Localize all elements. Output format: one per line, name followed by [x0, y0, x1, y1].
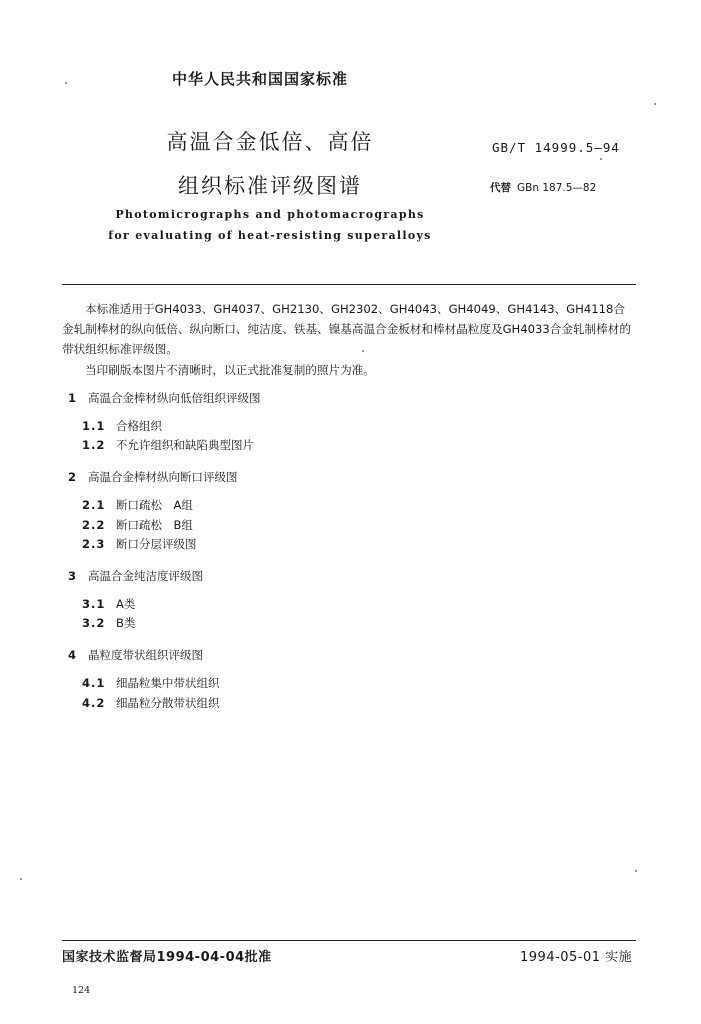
- section: [68, 566, 628, 633]
- section: [68, 388, 628, 455]
- note-paragraph: 当印刷版本图片不清晰时，以正式批准复制的照片为准。: [85, 363, 375, 377]
- scan-speck: [654, 103, 656, 105]
- section-title: 高温合金棒材纵向断口评级图: [88, 470, 238, 485]
- subsection-number: 2.2: [82, 517, 106, 532]
- replaces-note: [490, 180, 596, 195]
- section-title: 晶粒度带状组织评级图: [88, 648, 203, 663]
- subsection-number: 1.2: [82, 438, 106, 453]
- national-standard-header: 中华人民共和国国家标准: [171, 70, 348, 88]
- scan-speck: [20, 878, 22, 880]
- title-line-1: 高温合金低倍、高倍: [166, 130, 374, 154]
- subsection-title: 不允许组织和缺陷典型图片: [116, 438, 254, 453]
- subsection-title: 断口疏松 A组: [116, 497, 193, 512]
- subsection-number: 3.2: [82, 616, 106, 631]
- section: [68, 467, 628, 554]
- scan-speck: [600, 158, 602, 160]
- approval-date: 国家技术监督局1994-04-04批准: [62, 950, 272, 965]
- section-title: 高温合金棒材纵向低倍组织评级图: [88, 391, 261, 405]
- scan-speck: [65, 82, 67, 84]
- subsection-number: 2.3: [82, 537, 106, 552]
- scan-speck: [635, 870, 637, 872]
- section-number: 2: [68, 470, 77, 485]
- section-number: 3: [68, 568, 77, 583]
- replaces-label: 代替: [490, 182, 511, 194]
- subsection-number: 3.1: [82, 596, 106, 611]
- english-title-line-1: Photomicrographs and photomacrographs: [115, 208, 425, 221]
- contents-list: [68, 388, 628, 724]
- scan-speck: [362, 350, 364, 352]
- subsection-title: B类: [116, 616, 136, 631]
- subsection-title: 细晶粒集中带状组织: [116, 675, 220, 690]
- section: [68, 645, 628, 712]
- subsection-title: A类: [116, 596, 136, 611]
- subsection-number: 4.2: [82, 695, 106, 710]
- top-divider: [62, 284, 636, 285]
- section-title: 高温合金纯洁度评级图: [88, 568, 203, 583]
- subsection-number: 1.1: [82, 418, 106, 433]
- bottom-divider: [62, 940, 636, 941]
- page-number: 124: [72, 985, 91, 996]
- subsection-title: 断口分层评级图: [116, 537, 197, 552]
- scope-paragraph: 本标准适用于GH4033、GH4037、GH2130、GH2302、GH4043、GH4049、GH4143、GH4118合金轧制棒材的纵向低倍、纵向断口、纯洁度、铁基、镍基高温合金板材和棒材晶粒度及GH4033合金轧制棒材的带状组织标准评级图。: [62, 302, 631, 356]
- english-title-line-2: for evaluating of heat-resisting superalloys: [108, 229, 432, 242]
- effective-date: 1994-05-01 实施: [520, 950, 633, 965]
- section-number: 1: [68, 391, 77, 405]
- subsection-title: 断口疏松 B组: [116, 517, 193, 532]
- subsection-title: 细晶粒分散带状组织: [116, 695, 220, 710]
- title-line-2: 组织标准评级图谱: [178, 174, 362, 198]
- subsection-number: 4.1: [82, 675, 106, 690]
- section-number: 4: [68, 648, 77, 663]
- subsection-number: 2.1: [82, 497, 106, 512]
- standard-number: GB/T 14999.5—94: [492, 140, 620, 155]
- subsection-title: 合格组织: [116, 418, 162, 433]
- replaces-value: GBn 187.5—82: [517, 182, 597, 194]
